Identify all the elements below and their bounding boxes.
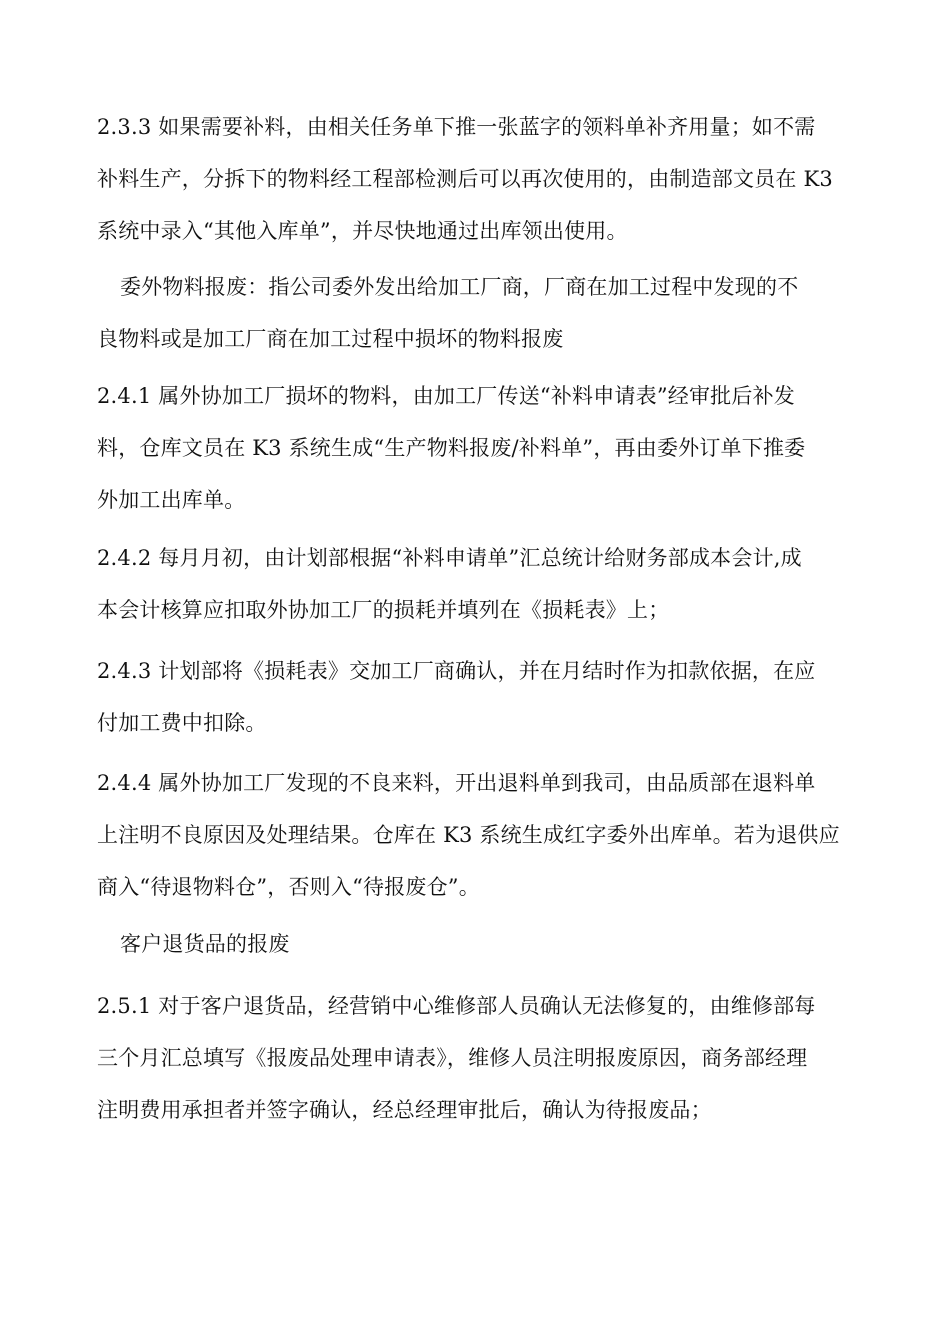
- heading-customer-return: [120, 918, 875, 970]
- text-line: 良物料或是加工厂商在加工过程中损坏的物料报废: [97, 327, 564, 351]
- heading-outsource-scrap: [97, 261, 875, 365]
- paragraph-2-3-3: [97, 101, 875, 257]
- text-line: 料，仓库文员在 K3 系统生成“生产物料报废/补料单”，再由委外订单下推委: [97, 436, 806, 460]
- paragraph-2-5-1: [97, 980, 875, 1136]
- text-line: 上注明不良原因及处理结果。仓库在 K3 系统生成红字委外出库单。若为退供应: [97, 823, 840, 847]
- paragraph-2-4-1: [97, 370, 875, 526]
- text-line: 2.4.3 计划部将《损耗表》交加工厂商确认，并在月结时作为扣款依据，在应: [97, 659, 816, 683]
- text-line: 商入“待退物料仓”，否则入“待报废仓”。: [97, 875, 480, 899]
- paragraph-2-4-4: [97, 757, 875, 913]
- text-line: 2.4.1 属外协加工厂损坏的物料，由加工厂传送“补料申请表”经审批后补发: [97, 384, 795, 408]
- text-line: 2.4.2 每月月初，由计划部根据“补料申请单”汇总统计给财务部成本会计,成: [97, 546, 802, 570]
- text-line: 2.5.1 对于客户退货品，经营销中心维修部人员确认无法修复的，由维修部每: [97, 994, 816, 1018]
- text-line: 委外物料报废：指公司委外发出给加工厂商，厂商在加工过程中发现的不: [120, 275, 799, 299]
- text-line: 补料生产，分拆下的物料经工程部检测后可以再次使用的，由制造部文员在 K3: [97, 167, 833, 191]
- text-line: 本会计核算应扣取外协加工厂的损耗并填列在《损耗表》上；: [97, 598, 670, 622]
- text-line: 2.3.3 如果需要补料，由相关任务单下推一张蓝字的领料单补齐用量；如不需: [97, 115, 816, 139]
- paragraph-2-4-3: [97, 645, 875, 749]
- text-line: 三个月汇总填写《报废品处理申请表》，维修人员注明报废原因，商务部经理: [97, 1046, 808, 1070]
- text-line: 外加工出库单。: [97, 488, 246, 512]
- text-line: 系统中录入“其他入库单”，并尽快地通过出库领出使用。: [97, 219, 628, 243]
- text-line: 注明费用承担者并签字确认，经总经理审批后，确认为待报废品；: [97, 1098, 712, 1122]
- paragraph-2-4-2: [97, 532, 875, 636]
- text-line: 付加工费中扣除。: [97, 711, 267, 735]
- text-line: 客户退货品的报废: [120, 932, 290, 956]
- text-line: 2.4.4 属外协加工厂发现的不良来料，开出退料单到我司，由品质部在退料单: [97, 771, 816, 795]
